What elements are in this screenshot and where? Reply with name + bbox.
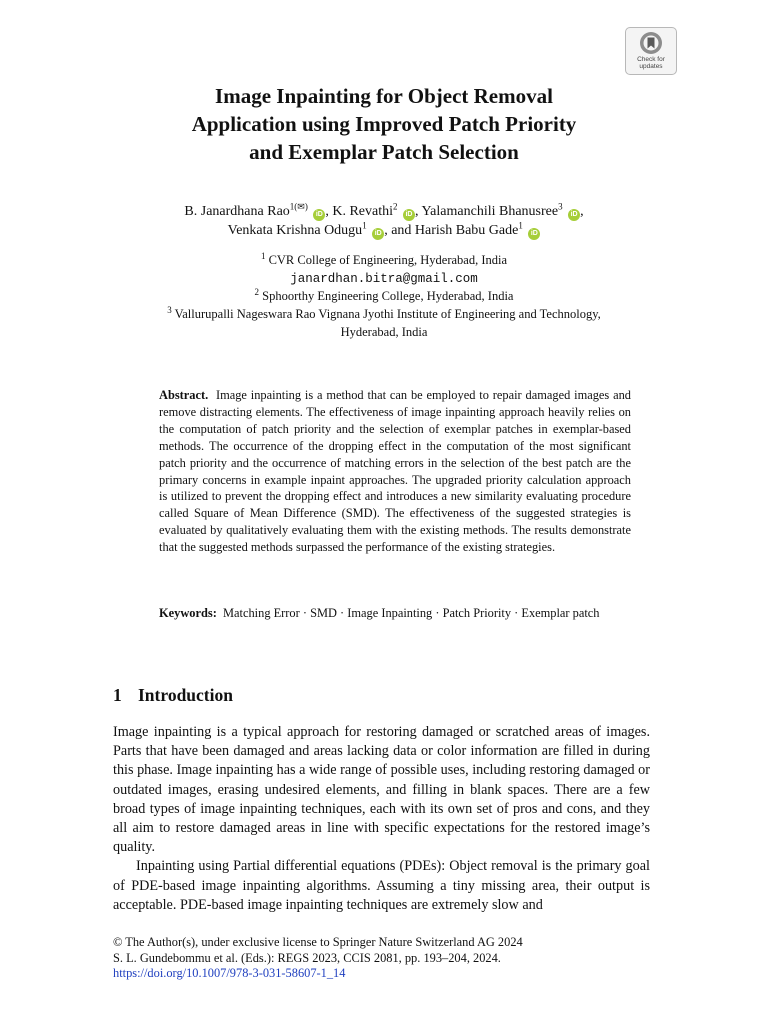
abstract	[159, 387, 631, 556]
orcid-icon[interactable]: iD	[568, 209, 580, 221]
badge-line-2: updates	[639, 63, 663, 70]
orcid-icon[interactable]: iD	[372, 228, 384, 240]
author-name: Yalamanchili Bhanusree	[421, 204, 559, 219]
keywords	[159, 605, 631, 622]
paragraph: Inpainting using Partial differential equations (PDEs): Object removal is the primary goal of PDE-based image inpainting algorithms. Assuming a tiny missing area, their output is acceptable. PDE-based image inpainting techniques are extremely slow and	[113, 858, 650, 913]
keywords-label: Keywords:	[159, 606, 217, 620]
email-line	[0, 269, 768, 289]
author-affiliation-mark: 1	[518, 220, 523, 231]
affiliation-text: Vallurupalli Nageswara Rao Vignana Jyothi Institute of Engineering and Technology,	[174, 307, 601, 321]
author-name: Harish Babu Gade	[414, 223, 519, 238]
author-line-2: Venkata Krishna Odugu$^1$ iD , and Harish Babu Gade$^1$ iD	[0, 221, 768, 241]
affiliation-2	[0, 287, 768, 306]
paragraph: Image inpainting is a typical approach for restoring damaged or scratched areas of images. Parts that have been damaged and areas lacking data or color information are filled in during this phase. Image inpainting has a wide range of possible uses, including restoring damaged or outdated images, erasing undesired elements, and filling in blank spaces. There are a few broad types of image inpainting techniques, each with its own set of pros and cons, and they all aim to restore damaged areas in line with specific expectations for the restored image’s quality.	[113, 724, 650, 856]
author-affiliation-mark: 1	[362, 220, 367, 231]
bookmark-icon	[639, 31, 663, 55]
author-name: B. Janardhana Rao	[184, 204, 290, 219]
section-title: Introduction	[138, 685, 233, 705]
affiliation-text: Hyderabad, India	[340, 325, 428, 339]
check-for-updates-badge[interactable]	[625, 27, 677, 75]
section-heading	[113, 684, 233, 706]
affiliation-3	[0, 305, 768, 324]
keywords-text: Matching Error · SMD · Image Inpainting · Patch Priority · Exemplar patch	[223, 606, 600, 620]
affiliation-number: 3	[167, 304, 172, 315]
title-line: and Exemplar Patch Selection	[249, 140, 519, 164]
affiliation-3-cont	[0, 323, 768, 342]
footer	[113, 935, 673, 982]
orcid-icon[interactable]: iD	[528, 228, 540, 240]
badge-label	[626, 56, 676, 70]
affiliation-number: 2	[254, 286, 260, 297]
author-affiliation-mark: 2	[392, 201, 398, 212]
affiliation-text: Sphoorthy Engineering College, Hyderabad, India	[262, 289, 514, 303]
author-conjunction: and	[391, 223, 412, 238]
copyright-line: © The Author(s), under exclusive license to Springer Nature Switzerland AG 2024	[113, 935, 523, 949]
citation-line: S. L. Gundebommu et al. (Eds.): REGS 2023, CCIS 2081, pp. 193–204, 2024.	[113, 950, 501, 965]
abstract-label: Abstract.	[159, 388, 209, 402]
badge-line-1: Check for	[637, 56, 665, 63]
section-number: 1	[113, 685, 122, 705]
author-affiliation-mark: 1(✉)	[289, 201, 308, 212]
title-line: Application using Improved Patch Priority	[191, 112, 577, 136]
author-line-1: B. Janardhana Rao$^{1(✉)}$ iD , K. Revathi$^2$ iD , Yalamanchili Bhanusree$^3$ iD ,	[184, 201, 584, 219]
author-affiliation-mark: 3	[558, 201, 563, 212]
author-name: K. Revathi	[332, 204, 393, 219]
title-line: Image Inpainting for Object Removal	[215, 84, 553, 108]
orcid-icon[interactable]: iD	[313, 209, 325, 221]
affiliation-1	[0, 251, 768, 270]
abstract-text: Image inpainting is a method that can be employed to repair damaged images and remove distracting elements. The effectiveness of image inpainting approach heavily relies on the computation of patch priority and the selection of exemplar patches in exemplar-based methods. The occurrence of the dropping effect in the computation of the most significant patch priority and the occurrence of matching errors in the selection of the best patch are the primary concerns in example inpaint approaches. The upgraded priority calculation approach is utilized to prevent the dropping effect and introduces a new similarity evaluating procedure called Square of Mean Difference (SMD). The effectiveness of the suggested strategies is evaluated by qualitatively evaluating them with the existing methods. The results demonstrate that the suggested methods surpassed the performance of the existing strategies.	[159, 388, 631, 555]
doi-link[interactable]: https://doi.org/10.1007/978-3-031-58607-1_14	[113, 966, 346, 980]
body-text	[113, 723, 650, 915]
author-name: Venkata Krishna Odugu	[227, 223, 363, 238]
paper-title	[0, 82, 768, 166]
affiliation-number: 1	[260, 250, 266, 261]
affiliation-text: CVR College of Engineering, Hyderabad, India	[268, 253, 508, 267]
orcid-icon[interactable]: iD	[403, 209, 415, 221]
author-email[interactable]: janardhan.bitra@gmail.com	[290, 272, 478, 286]
